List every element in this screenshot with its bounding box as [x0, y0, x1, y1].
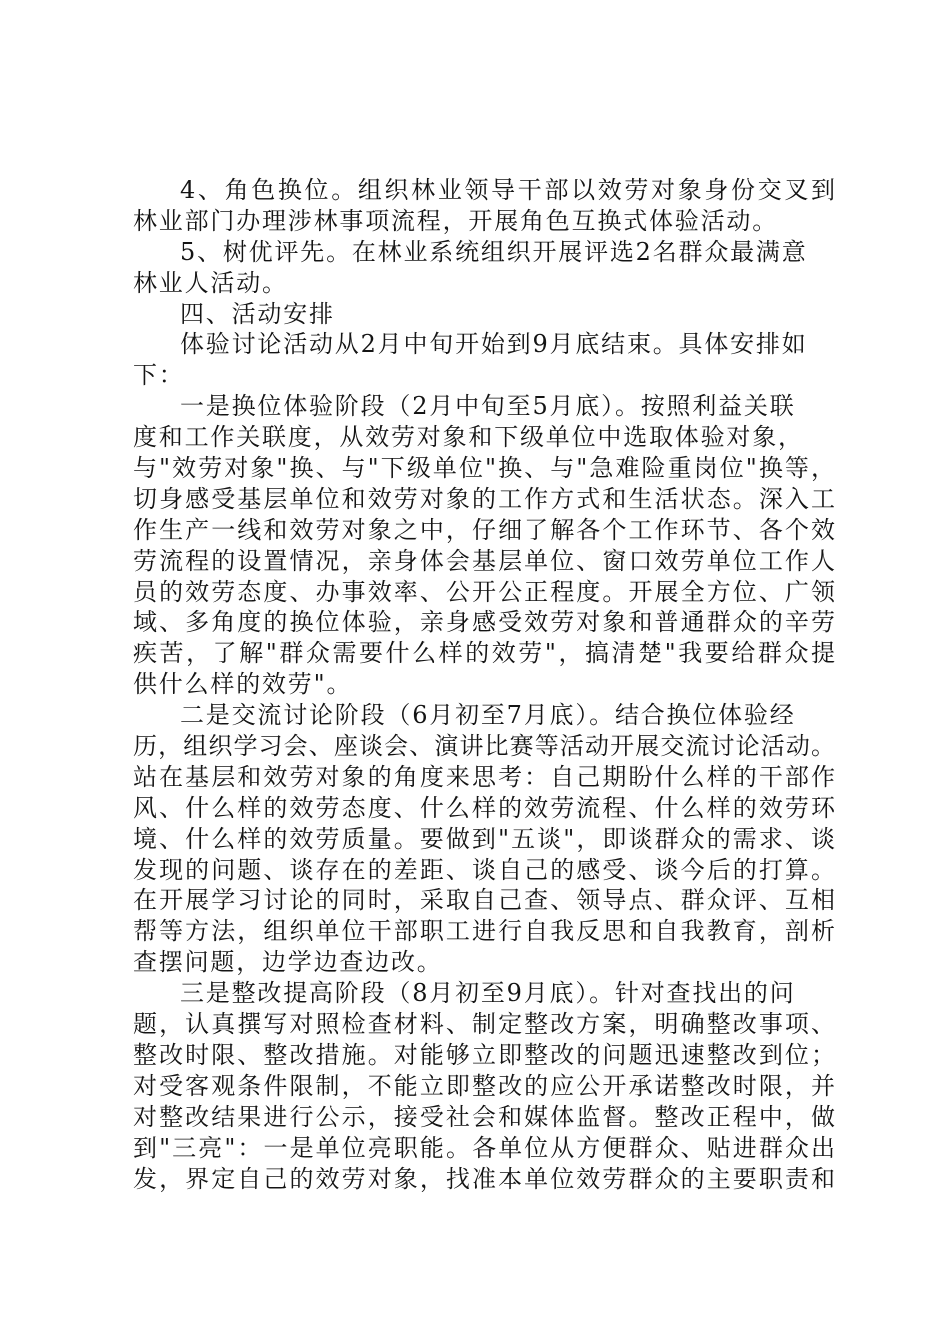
text-line: 作生产一线和效劳对象之中，仔细了解各个工作环节、各个效: [133, 515, 835, 544]
text-line: 5、树优评先。在林业系统组织开展评选2名群众最满意: [180, 237, 808, 266]
text-line: 在开展学习讨论的同时，采取自己查、领导点、群众评、互相: [133, 886, 835, 915]
text-line: 下：: [133, 361, 185, 390]
text-line: 4、角色换位。组织林业领导干部以效劳对象身份交叉到: [180, 176, 835, 204]
text-line: 对整改结果进行公示，接受社会和媒体监督。整改正程中，做: [133, 1102, 835, 1131]
section-heading: [133, 299, 835, 330]
text-line: 与"效劳对象"换、与"下级单位"换、与"急难险重岗位"换等，: [133, 454, 835, 483]
text-line: 三是整改提高阶段（8月初至9月底）。针对查找出的问: [180, 979, 796, 1008]
text-line: 站在基层和效劳对象的角度来思考：自己期盼什么样的干部作: [133, 762, 835, 791]
text-line: 供什么样的效劳"。: [133, 670, 353, 699]
text-line: 风、什么样的效劳态度、什么样的效劳流程、什么样的效劳环: [133, 793, 835, 822]
text-line: 对受客观条件限制，不能立即整改的应公开承诺整改时限，并: [133, 1071, 835, 1100]
text-line: 林业部门办理涉林事项流程，开展角色互换式体验活动。: [133, 206, 778, 235]
text-line: 员的效劳态度、办事效率、公开公正程度。开展全方位、广领: [133, 577, 835, 606]
paragraph-stage-three: [133, 978, 835, 1194]
paragraph-stage-two: [133, 700, 835, 978]
text-line: 体验讨论活动从2月中旬开始到9月底结束。具体安排如: [180, 330, 808, 359]
paragraph-role-exchange: [133, 175, 835, 237]
text-line: 题，认真撰写对照检查材料、制定整改方案，明确整改事项、: [133, 1010, 835, 1039]
text-line: 帮等方法，组织单位干部职工进行自我反思和自我教育，剖析: [133, 917, 835, 946]
text-line: 林业人活动。: [133, 268, 288, 297]
text-line: 发，界定自己的效劳对象，找准本单位效劳群众的主要职责和: [133, 1164, 835, 1193]
text-line: 境、什么样的效劳质量。要做到"五谈"，即谈群众的需求、谈: [133, 824, 835, 853]
text-line: 整改时限、整改措施。对能够立即整改的问题迅速整改到位；: [133, 1040, 835, 1069]
section-heading-text: 四、活动安排: [180, 299, 335, 328]
paragraph-excellence-selection: [133, 237, 835, 299]
text-line: 疾苦，了解"群众需要什么样的效劳"，搞清楚"我要给群众提: [133, 639, 835, 668]
text-line: 域、多角度的换位体验，亲身感受效劳对象和普通群众的辛劳: [133, 608, 835, 637]
text-line: 二是交流讨论阶段（6月初至7月底）。结合换位体验经: [180, 701, 796, 730]
text-line: 发现的问题、谈存在的差距、谈自己的感受、谈今后的打算。: [133, 855, 835, 884]
paragraph-stage-one: [133, 391, 835, 700]
document-body: [133, 175, 835, 1194]
text-line: 到"三亮"：一是单位亮职能。各单位从方便群众、贴进群众出: [133, 1133, 835, 1162]
text-line: 查摆问题，边学边查边改。: [133, 948, 443, 977]
text-line: 度和工作关联度，从效劳对象和下级单位中选取体验对象，: [133, 423, 804, 452]
text-line: 劳流程的设置情况，亲身体会基层单位、窗口效劳单位工作人: [133, 546, 835, 575]
paragraph-schedule-intro: [133, 329, 835, 391]
text-line: 历，组织学习会、座谈会、演讲比赛等活动开展交流讨论活动。: [133, 732, 835, 761]
text-line: 一是换位体验阶段（2月中旬至5月底）。按照利益关联: [180, 392, 796, 421]
text-line: 切身感受基层单位和效劳对象的工作方式和生活状态。深入工: [133, 484, 835, 513]
